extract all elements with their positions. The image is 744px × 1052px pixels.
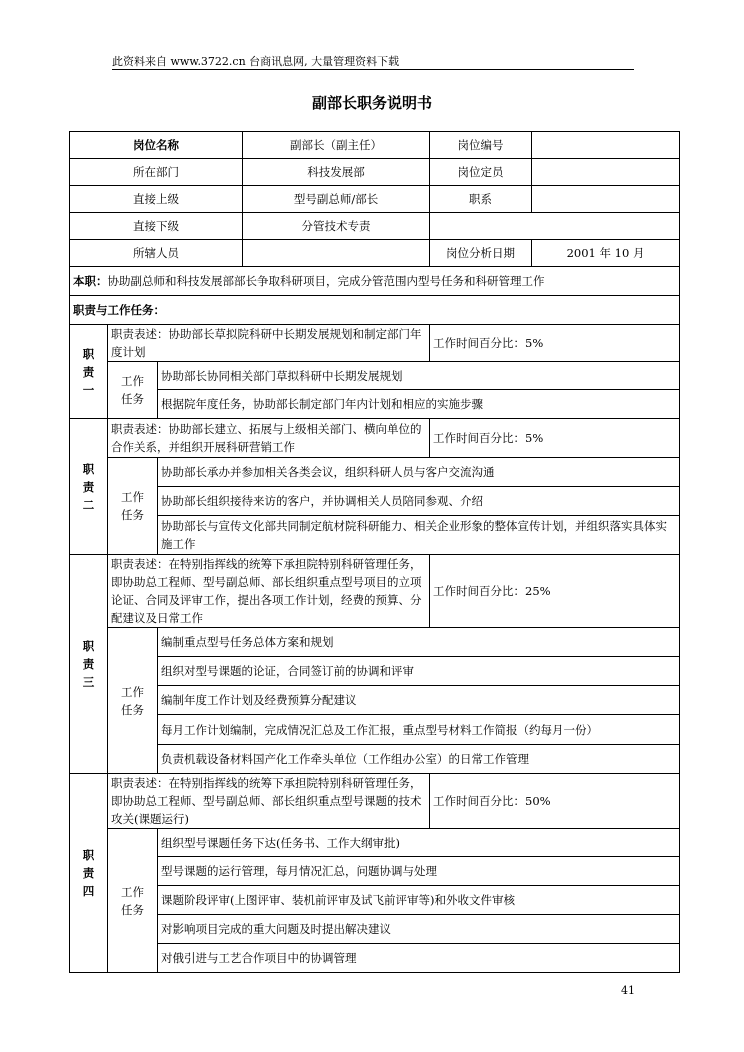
position-name-label: 岗位名称 — [70, 132, 243, 159]
duties-heading: 职责与工作任务： — [70, 296, 680, 325]
duty-1-work-label-text: 工作任务 — [121, 374, 144, 406]
department-label: 所在部门 — [70, 159, 243, 186]
duty-4-work-label — [108, 829, 158, 973]
duty-3-task-2: 组织对型号课题的论证，合同签订前的协调和评审 — [158, 657, 680, 686]
document-title: 副部长职务说明书 — [311, 94, 432, 112]
duty-1-description-row — [70, 325, 680, 362]
duty-3-task-row — [70, 745, 680, 774]
duty-1-task-row — [70, 390, 680, 419]
duty-3-task-row — [70, 628, 680, 657]
analysis-date-label: 岗位分析日期 — [430, 240, 532, 267]
duty-3-work-label — [108, 628, 158, 774]
position-name-value: 副部长（副主任） — [243, 132, 430, 159]
duty-4-task-4: 对影响项目完成的重大问题及时提出解决建议 — [158, 915, 680, 944]
department-value: 科技发展部 — [243, 159, 430, 186]
duty-3-task-4: 每月工作计划编制，完成情况汇总及工作汇报，重点型号材料工作简报（约每月一份） — [158, 715, 680, 745]
superior-label: 直接上级 — [70, 186, 243, 213]
duty-3-description-row — [70, 555, 680, 628]
duty-3-name — [70, 555, 108, 774]
info-row-department — [70, 159, 680, 186]
duty-2-task-row — [70, 516, 680, 555]
subordinate-label: 直接下级 — [70, 213, 243, 240]
staff-label: 所辖人员 — [70, 240, 243, 267]
position-code-value — [532, 132, 680, 159]
duty-3-task-1: 编制重点型号任务总体方案和规划 — [158, 628, 680, 657]
duty-2-task-1: 协助部长承办并参加相关各类会议，组织科研人员与客户交流沟通 — [158, 458, 680, 487]
summary-label: 本职： — [73, 274, 108, 288]
page-number: 41 — [621, 984, 635, 997]
duty-2-work-label — [108, 458, 158, 555]
duty-4-description-row — [70, 774, 680, 829]
duty-3-description: 职责表述：在特别指挥线的统筹下承担院特别科研管理任务，即协助总工程师、型号副总师、部长组织重点型号项目的立项论证、合同及评审工作，提出各项工作计划，经费的预算、分配建议及日常工作 — [108, 555, 430, 628]
duty-2-work-label-text: 工作任务 — [121, 490, 144, 522]
duty-4-name-text: 职责四 — [82, 848, 95, 898]
duty-4-task-row — [70, 829, 680, 857]
duty-4-task-5: 对俄引进与工艺合作项目中的协调管理 — [158, 944, 680, 973]
superior-value: 型号副总师/部长 — [243, 186, 430, 213]
duty-2-name — [70, 419, 108, 555]
header-rule — [112, 69, 634, 70]
subordinate-blank — [430, 213, 680, 240]
info-row-superior — [70, 186, 680, 213]
duty-4-description: 职责表述：在特别指挥线的统筹下承担院特别科研管理任务，即协助总工程师、型号副总师、部长组织重点型号课题的技术攻关(课题运行) — [108, 774, 430, 829]
duty-4-task-row — [70, 944, 680, 973]
relations-label: 职系 — [430, 186, 532, 213]
duty-1-task-1: 协助部长协同相关部门草拟科研中长期发展规划 — [158, 362, 680, 390]
info-row-subordinate — [70, 213, 680, 240]
duty-4-work-label-text: 工作任务 — [121, 884, 144, 917]
duty-3-task-row — [70, 715, 680, 745]
duty-1-name-text: 职责一 — [82, 346, 95, 397]
duty-1-description: 职责表述：协助部长草拟院科研中长期发展规划和制定部门年度计划 — [108, 325, 430, 362]
analysis-date-value: 2001 年 10 月 — [532, 240, 680, 267]
summary-text: 协助副总师和科技发展部部长争取科研项目，完成分管范围内型号任务和科研管理工作 — [107, 274, 545, 288]
info-row-staff — [70, 240, 680, 267]
duty-3-work-label-text: 工作任务 — [121, 684, 144, 717]
subordinate-value: 分管技术专责 — [243, 213, 430, 240]
headcount-value — [532, 159, 680, 186]
duty-4-task-row — [70, 915, 680, 944]
duty-3-task-5: 负责机载设备材料国产化工作牵头单位（工作组办公室）的日常工作管理 — [158, 745, 680, 774]
duty-3-task-3: 编制年度工作计划及经费预算分配建议 — [158, 686, 680, 715]
summary-cell — [70, 267, 680, 296]
duty-3-task-row — [70, 686, 680, 715]
job-description-table — [69, 131, 680, 973]
duty-4-task-1: 组织型号课题任务下达(任务书、工作大纲审批) — [158, 829, 680, 857]
duties-heading-row — [70, 296, 680, 325]
duty-4-percent: 工作时间百分比：50% — [430, 774, 680, 829]
source-header: 此资料来自 www.3722.cn 台商讯息网, 大量管理资料下载 — [112, 55, 400, 68]
staff-value — [243, 240, 430, 267]
relations-value — [532, 186, 680, 213]
duty-2-task-3: 协助部长与宣传文化部共同制定航材院科研能力、相关企业形象的整体宣传计划，并组织落实具体实施工作 — [158, 516, 680, 555]
duty-3-name-text: 职责三 — [82, 639, 95, 689]
duty-2-description: 职责表述：协助部长建立、拓展与上级相关部门、横向单位的合作关系，并组织开展科研营销工作 — [108, 419, 430, 458]
headcount-label: 岗位定员 — [430, 159, 532, 186]
duty-4-name — [70, 774, 108, 973]
duty-3-percent: 工作时间百分比：25% — [430, 555, 680, 628]
duty-2-task-row — [70, 458, 680, 487]
duty-2-task-2: 协助部长组织接待来访的客户，并协调相关人员陪同参观、介绍 — [158, 487, 680, 516]
duty-2-description-row — [70, 419, 680, 458]
duty-1-work-label — [108, 362, 158, 419]
duty-1-task-2: 根据院年度任务，协助部长制定部门年内计划和相应的实施步骤 — [158, 390, 680, 419]
duty-2-percent: 工作时间百分比：5% — [430, 419, 680, 458]
info-row-position — [70, 132, 680, 159]
duty-3-task-row — [70, 657, 680, 686]
duty-2-task-row — [70, 487, 680, 516]
position-code-label: 岗位编号 — [430, 132, 532, 159]
duty-4-task-row — [70, 886, 680, 915]
duty-1-percent: 工作时间百分比：5% — [430, 325, 680, 362]
summary-row — [70, 267, 680, 296]
duty-4-task-row — [70, 857, 680, 886]
duty-1-name — [70, 325, 108, 419]
duty-4-task-3: 课题阶段评审(上图评审、装机前评审及试飞前评审等)和外收文件审核 — [158, 886, 680, 915]
duty-1-task-row — [70, 362, 680, 390]
duty-4-task-2: 型号课题的运行管理，每月情况汇总，问题协调与处理 — [158, 857, 680, 886]
duty-2-name-text: 职责二 — [82, 461, 95, 512]
